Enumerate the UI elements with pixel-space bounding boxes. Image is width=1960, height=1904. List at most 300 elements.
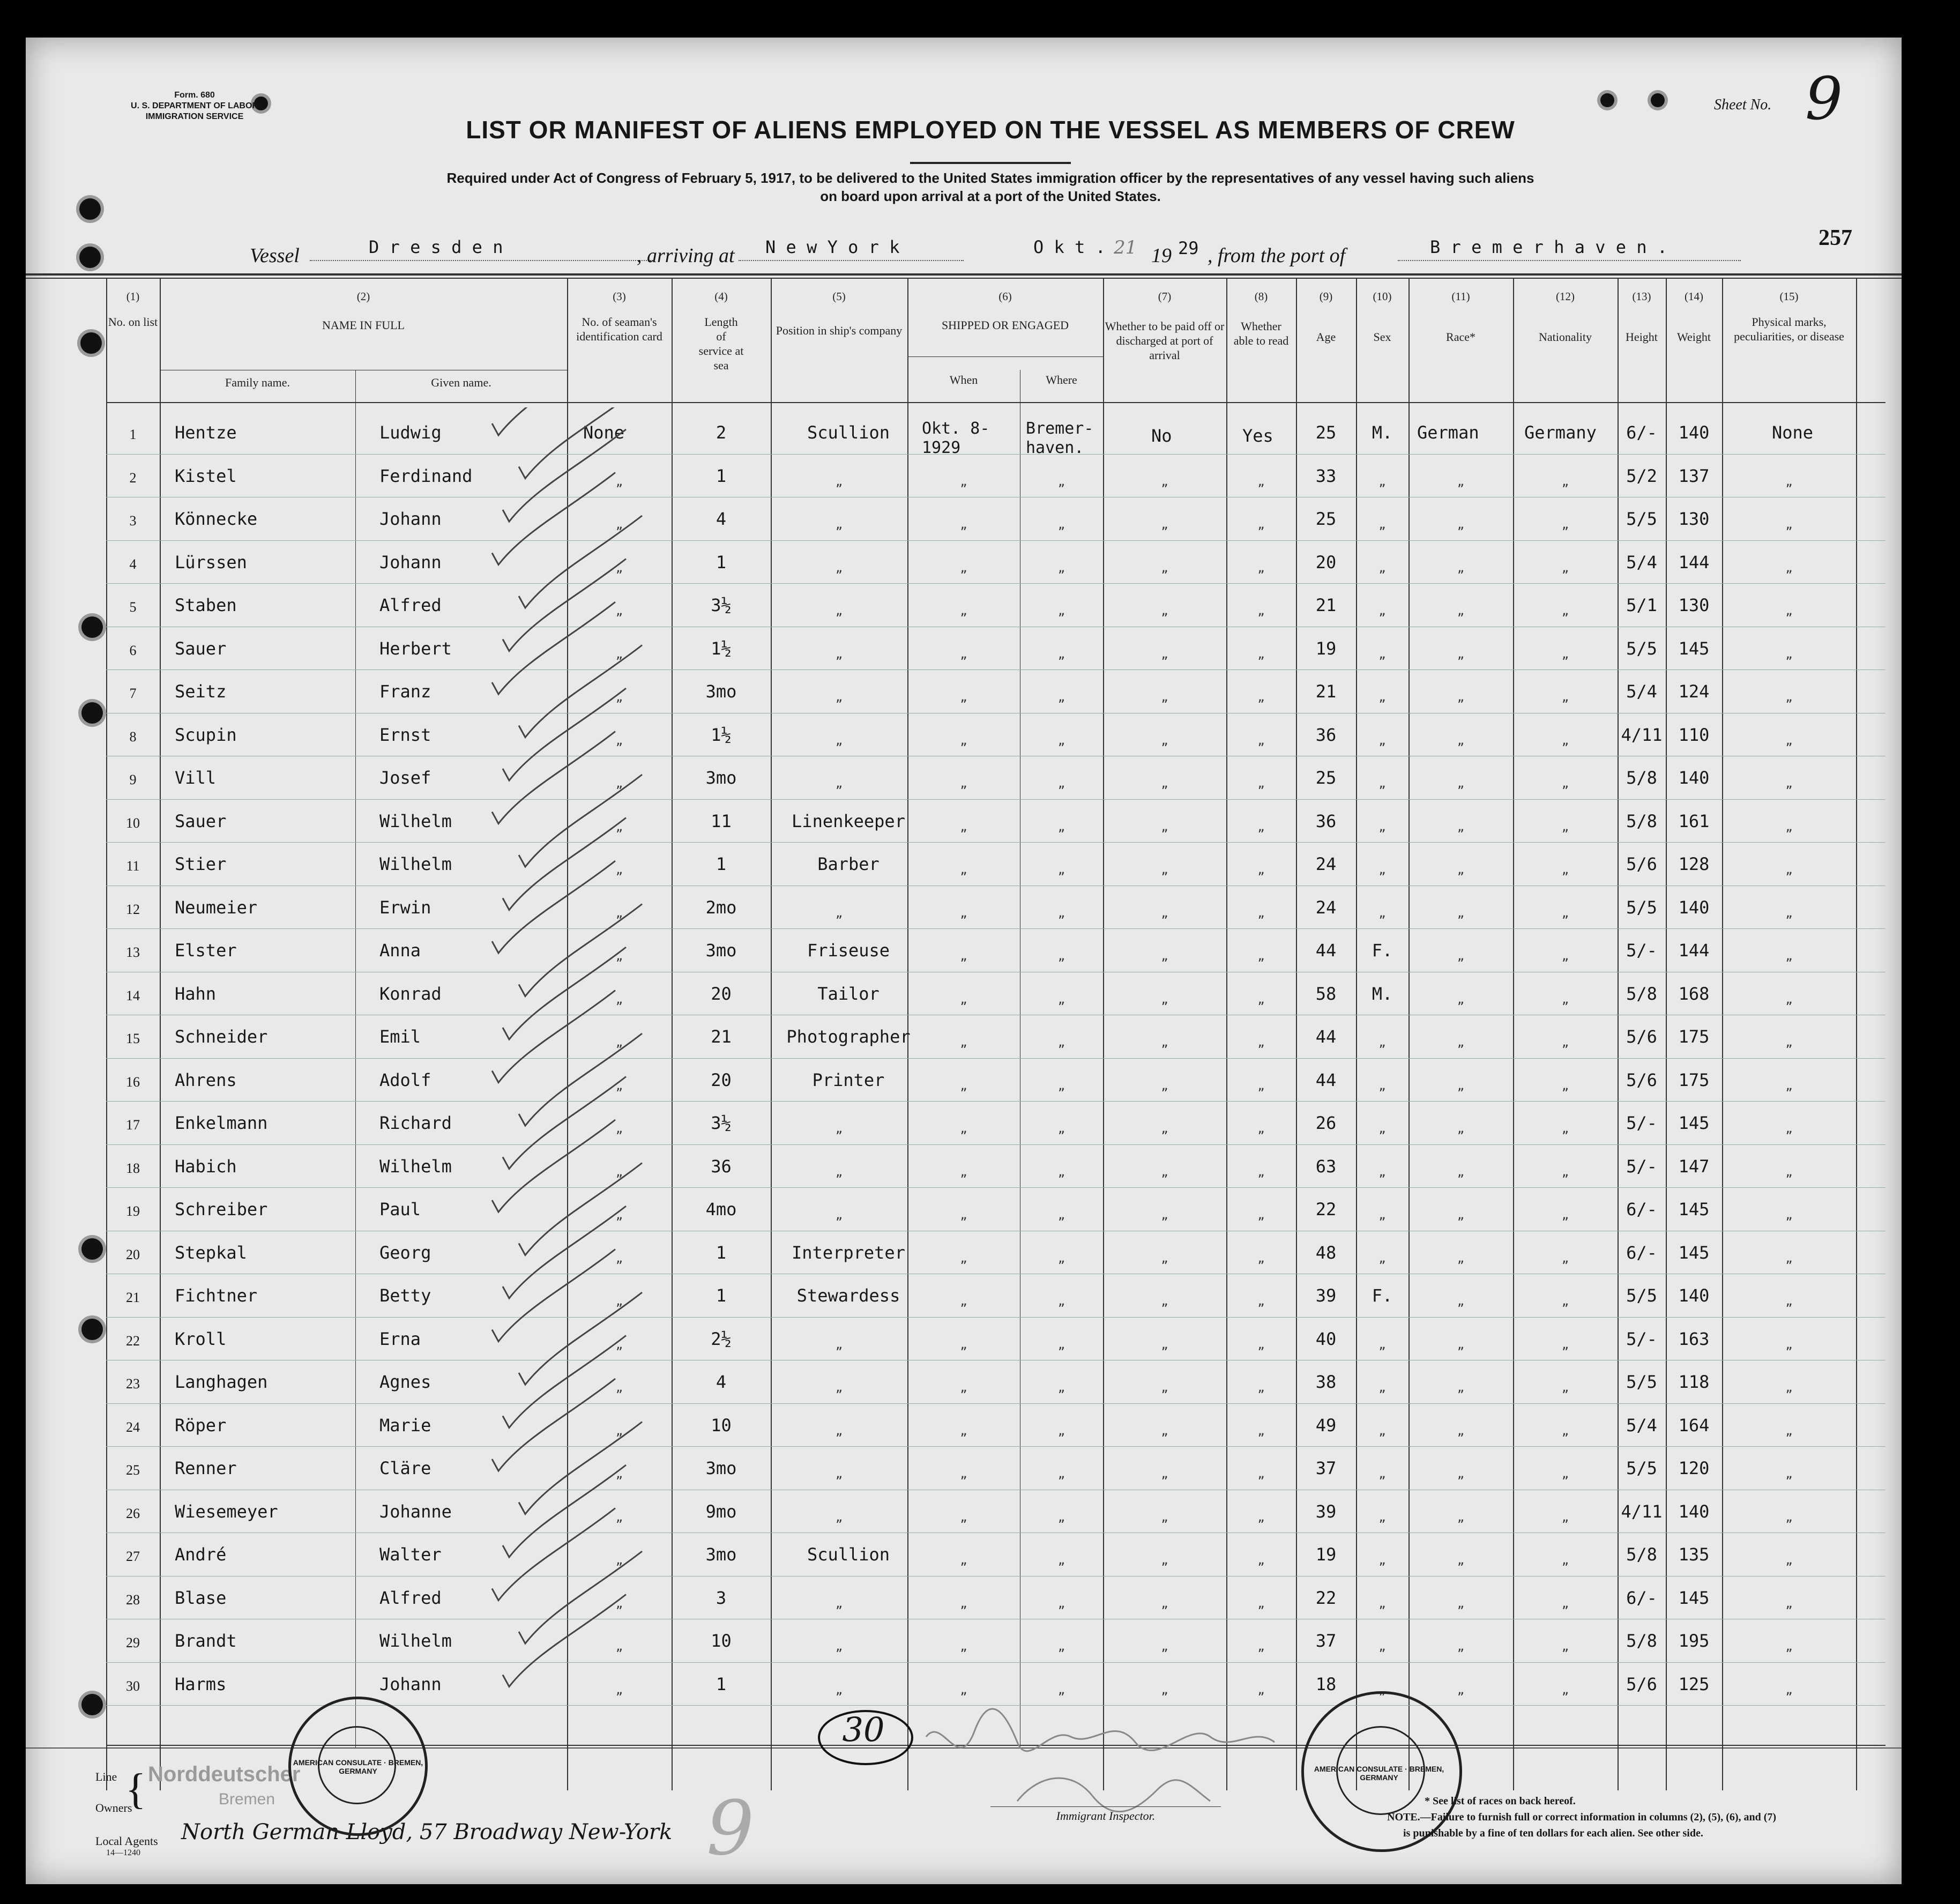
cell-position: Photographer xyxy=(786,1027,911,1047)
ditto-mark: „ xyxy=(1457,1597,1465,1611)
cell-weight: 145 xyxy=(1678,638,1710,659)
cell-no: 29 xyxy=(126,1635,140,1650)
ditto-mark: „ xyxy=(1785,1036,1793,1050)
ditto-mark: „ xyxy=(960,734,967,748)
punch-hole xyxy=(81,1694,103,1715)
ditto-mark: „ xyxy=(1457,864,1465,877)
ditto-mark: „ xyxy=(1378,1209,1386,1222)
ditto-mark: „ xyxy=(1161,777,1168,791)
cell-no: 14 xyxy=(126,987,140,1003)
cell-height: 5/5 xyxy=(1626,1458,1657,1478)
ditto-mark: „ xyxy=(1561,1381,1569,1395)
ditto-mark: „ xyxy=(1057,820,1065,834)
year-prefix: 19 xyxy=(1151,244,1172,267)
ditto-mark: „ xyxy=(1785,1554,1793,1567)
cell-height: 5/- xyxy=(1626,1113,1657,1133)
cell-given: Wilhelm xyxy=(379,854,452,874)
ditto-mark: „ xyxy=(1378,820,1386,834)
row-rule xyxy=(106,1101,1886,1102)
row-1-paid-off: No xyxy=(1151,426,1172,446)
cell-position: Scullion xyxy=(807,1544,890,1565)
cell-given: Wilhelm xyxy=(379,1156,452,1177)
checkmark xyxy=(503,1336,626,1428)
ditto-mark: „ xyxy=(1161,1338,1168,1352)
ditto-mark: „ xyxy=(960,1338,967,1352)
ditto-mark: „ xyxy=(1561,475,1569,489)
ditto-mark: „ xyxy=(1561,950,1569,963)
ditto-mark: „ xyxy=(960,475,967,489)
cell-age: 25 xyxy=(1315,509,1337,529)
row-rule xyxy=(106,842,1886,843)
cell-no: 22 xyxy=(126,1333,140,1349)
ditto-mark: „ xyxy=(1378,475,1386,489)
ditto-mark: „ xyxy=(1457,691,1465,704)
cell-no: 4 xyxy=(129,556,137,572)
ditto-mark: „ xyxy=(960,605,967,618)
ditto-mark: „ xyxy=(1378,691,1386,704)
column-divider xyxy=(160,279,161,1790)
ditto-mark: „ xyxy=(1057,993,1065,1007)
punch-hole xyxy=(81,616,103,638)
cell-service: 20 xyxy=(711,983,732,1004)
ditto-mark: „ xyxy=(1378,906,1386,920)
cell-age: 48 xyxy=(1315,1242,1337,1263)
cell-no: 16 xyxy=(126,1074,140,1090)
port-dotted-line xyxy=(739,260,964,261)
cell-height: 5/6 xyxy=(1626,854,1657,874)
cell-weight: 120 xyxy=(1678,1458,1710,1478)
ditto-mark: „ xyxy=(1057,1640,1065,1654)
owners-label: Owners xyxy=(95,1801,132,1814)
ditto-mark: „ xyxy=(1057,605,1065,618)
cell-family: Lürssen xyxy=(175,552,247,572)
cell-height: 5/8 xyxy=(1626,810,1657,831)
row-1-marks: None xyxy=(1772,422,1814,443)
cell-service: 3½ xyxy=(711,1113,732,1133)
ditto-mark: „ xyxy=(1161,864,1168,877)
checkmark xyxy=(519,1163,642,1255)
row-rule xyxy=(106,1662,1886,1663)
row-1-card: None xyxy=(583,422,625,443)
ditto-mark: „ xyxy=(1057,1511,1065,1524)
ditto-mark: „ xyxy=(1561,1165,1569,1179)
ditto-mark: „ xyxy=(1457,1036,1465,1050)
ditto-mark: „ xyxy=(1457,1165,1465,1179)
cell-no: 8 xyxy=(129,728,137,745)
cell-age: 36 xyxy=(1315,810,1337,831)
ditto-mark: „ xyxy=(1257,1511,1265,1524)
ditto-mark: „ xyxy=(1057,777,1065,791)
cell-weight: 140 xyxy=(1678,1285,1710,1306)
ditto-mark: „ xyxy=(615,1381,623,1395)
header-bottom-rule xyxy=(106,402,1886,403)
ditto-mark: „ xyxy=(1561,1036,1569,1050)
ditto-mark: „ xyxy=(1457,518,1465,532)
ditto-mark: „ xyxy=(835,1468,843,1481)
ditto-mark: „ xyxy=(1457,1554,1465,1567)
ditto-mark: „ xyxy=(1561,1683,1569,1697)
ditto-mark: „ xyxy=(615,1640,623,1654)
ditto-mark: „ xyxy=(1457,1209,1465,1222)
ditto-mark: „ xyxy=(1378,1683,1386,1697)
cell-height: 5/4 xyxy=(1626,681,1657,702)
checkmark xyxy=(503,1077,626,1169)
checkmarks-overlay xyxy=(481,407,706,1721)
cell-weight: 144 xyxy=(1678,940,1710,961)
punch-hole xyxy=(81,1238,103,1260)
ditto-mark: „ xyxy=(615,820,623,834)
cell-age: 58 xyxy=(1315,983,1337,1004)
ditto-mark: „ xyxy=(1457,820,1465,834)
ditto-mark: „ xyxy=(1257,1597,1265,1611)
ditto-mark: „ xyxy=(1161,1252,1168,1266)
cell-family: Kistel xyxy=(175,465,237,486)
cell-service: 3mo xyxy=(705,768,737,788)
from-port-dotted-line xyxy=(1398,260,1741,261)
cell-service: 21 xyxy=(711,1027,732,1047)
row-1-where-2: haven. xyxy=(1026,438,1084,457)
ditto-mark: „ xyxy=(835,561,843,575)
ditto-mark: „ xyxy=(1457,475,1465,489)
ditto-mark: „ xyxy=(1785,1511,1793,1524)
cell-weight: 118 xyxy=(1678,1372,1710,1392)
ditto-mark: „ xyxy=(1378,1036,1386,1050)
cell-family: Könnecke xyxy=(175,509,258,529)
ditto-mark: „ xyxy=(1257,950,1265,963)
cell-family: Fichtner xyxy=(175,1285,258,1306)
ditto-mark: „ xyxy=(1057,1338,1065,1352)
cell-age: 38 xyxy=(1315,1372,1337,1392)
ditto-mark: „ xyxy=(960,777,967,791)
ditto-mark: „ xyxy=(1378,1640,1386,1654)
col-header-when: When xyxy=(949,373,978,386)
ditto-mark: „ xyxy=(1378,1338,1386,1352)
cell-given: Johanne xyxy=(379,1501,452,1522)
ditto-mark: „ xyxy=(1785,864,1793,877)
cell-given: Ferdinand xyxy=(379,465,473,486)
ditto-mark: „ xyxy=(960,1381,967,1395)
cell-age: 44 xyxy=(1315,940,1337,961)
ditto-mark: „ xyxy=(1257,1468,1265,1481)
ditto-mark: „ xyxy=(615,691,623,704)
cell-family: Scupin xyxy=(175,724,237,745)
cell-age: 24 xyxy=(1315,854,1337,874)
ditto-mark: „ xyxy=(1257,475,1265,489)
ditto-mark: „ xyxy=(1561,993,1569,1007)
ditto-mark: „ xyxy=(1161,1381,1168,1395)
cell-no: 10 xyxy=(126,815,140,831)
checkmark xyxy=(503,1465,626,1557)
ditto-mark: „ xyxy=(1057,475,1065,489)
cell-position: Tailor xyxy=(817,983,880,1004)
ditto-mark: „ xyxy=(1785,1295,1793,1308)
ditto-mark: „ xyxy=(960,1122,967,1136)
cell-family: Schneider xyxy=(175,1027,268,1047)
margin-mark: 9 xyxy=(706,1785,755,1872)
ditto-mark: „ xyxy=(835,1683,843,1697)
cell-no: 13 xyxy=(126,944,140,960)
arrival-month: O k t . xyxy=(1033,237,1106,257)
col-header-name: (2) NAME IN FULL xyxy=(322,290,405,332)
cell-family: Kroll xyxy=(175,1328,227,1349)
form-number: Form. 680 xyxy=(174,91,215,100)
ditto-mark: „ xyxy=(960,993,967,1007)
ditto-mark: „ xyxy=(1057,691,1065,704)
cell-height: 5/- xyxy=(1626,940,1657,961)
from-label: , from the port of xyxy=(1208,244,1346,267)
ditto-mark: „ xyxy=(1161,605,1168,618)
ditto-mark: „ xyxy=(1561,691,1569,704)
cell-height: 4/11 xyxy=(1621,724,1663,745)
vessel-name: D r e s d e n xyxy=(369,237,503,257)
row-rule xyxy=(106,1446,1886,1447)
cell-service: 1½ xyxy=(711,724,732,745)
ditto-mark: „ xyxy=(1457,1468,1465,1481)
cell-given: Agnes xyxy=(379,1372,431,1392)
ditto-mark: „ xyxy=(1457,648,1465,661)
ditto-mark: „ xyxy=(1257,1165,1265,1179)
ditto-mark: „ xyxy=(1378,1381,1386,1395)
ditto-mark: „ xyxy=(1561,1468,1569,1481)
ditto-mark: „ xyxy=(1257,1252,1265,1266)
cell-age: 63 xyxy=(1315,1156,1337,1177)
cell-position: Stewardess xyxy=(796,1285,900,1306)
ditto-mark: „ xyxy=(1057,1036,1065,1050)
ditto-mark: „ xyxy=(1457,777,1465,791)
ditto-mark: „ xyxy=(1378,561,1386,575)
cell-given: Erna xyxy=(379,1328,421,1349)
ditto-mark: „ xyxy=(1378,1468,1386,1481)
ditto-mark: „ xyxy=(1561,648,1569,661)
penalty-note: NOTE.—Failure to furnish full or correct information in columns (2), (5), (6), and (7) xyxy=(1387,1811,1777,1823)
cell-position: Printer xyxy=(812,1069,885,1090)
punch-hole xyxy=(81,1319,103,1340)
cell-family: Brandt xyxy=(175,1631,237,1651)
cell-service: 9mo xyxy=(705,1501,737,1522)
cell-age: 26 xyxy=(1315,1113,1337,1133)
cell-service: 3 xyxy=(716,1587,727,1608)
cell-no: 20 xyxy=(126,1246,140,1262)
cell-family: Stier xyxy=(175,854,227,874)
ditto-mark: „ xyxy=(615,475,623,489)
ditto-mark: „ xyxy=(1161,820,1168,834)
sheet-label: Sheet No. xyxy=(1714,96,1772,113)
checkmark xyxy=(503,1206,626,1298)
cell-service: 10 xyxy=(711,1415,732,1436)
ditto-mark: „ xyxy=(960,1252,967,1266)
ditto-mark: „ xyxy=(615,734,623,748)
cell-service: 4 xyxy=(716,509,727,529)
cell-family: André xyxy=(175,1544,227,1565)
cell-no: 23 xyxy=(126,1376,140,1392)
cell-age: 39 xyxy=(1315,1501,1337,1522)
ditto-mark: „ xyxy=(960,1683,967,1697)
cell-given: Walter xyxy=(379,1544,442,1565)
checkmark xyxy=(503,818,626,910)
cell-service: 1 xyxy=(716,1285,727,1306)
cell-service: 3mo xyxy=(705,1458,737,1478)
ditto-mark: „ xyxy=(1161,1640,1168,1654)
cell-age: 44 xyxy=(1315,1027,1337,1047)
cell-given: Franz xyxy=(379,681,431,702)
row-rule xyxy=(106,1403,1886,1404)
cell-family: Renner xyxy=(175,1458,237,1478)
ditto-mark: „ xyxy=(1057,1122,1065,1136)
cell-family: Wiesemeyer xyxy=(175,1501,278,1522)
cell-age: 33 xyxy=(1315,465,1337,486)
ditto-mark: „ xyxy=(960,1079,967,1093)
ditto-mark: „ xyxy=(1161,906,1168,920)
ditto-mark: „ xyxy=(960,1554,967,1567)
row-1-when-year: 1929 xyxy=(922,438,961,457)
cell-height: 5/1 xyxy=(1626,595,1657,615)
cell-age: 22 xyxy=(1315,1587,1337,1608)
ditto-mark: „ xyxy=(615,950,623,963)
ditto-mark: „ xyxy=(960,1511,967,1524)
ditto-mark: „ xyxy=(835,1381,843,1395)
cell-weight: 145 xyxy=(1678,1587,1710,1608)
cell-no: 5 xyxy=(129,599,137,615)
ditto-mark: „ xyxy=(1257,691,1265,704)
ditto-mark: „ xyxy=(615,1554,623,1567)
cell-age: 22 xyxy=(1315,1199,1337,1219)
ditto-mark: „ xyxy=(1161,1597,1168,1611)
cell-family: Vill xyxy=(175,768,217,788)
ditto-mark: „ xyxy=(615,1122,623,1136)
row-rule xyxy=(106,540,1886,541)
cell-family: Langhagen xyxy=(175,1372,268,1392)
ditto-mark: „ xyxy=(960,906,967,920)
cell-weight: 124 xyxy=(1678,681,1710,702)
line-stamp: Norddeutscher xyxy=(148,1762,301,1786)
col-header-paid-off: (7) Whether to be paid off or discharged at port of arrival xyxy=(1105,290,1225,362)
ditto-mark: „ xyxy=(1257,820,1265,834)
cell-age: 21 xyxy=(1315,681,1337,702)
form-header-block xyxy=(106,90,283,122)
ditto-mark: „ xyxy=(1785,1683,1793,1697)
ditto-mark: „ xyxy=(1378,518,1386,532)
inspector-label: Immigrant Inspector. xyxy=(1056,1809,1156,1823)
ditto-mark: „ xyxy=(1057,1295,1065,1308)
ditto-mark: „ xyxy=(960,1036,967,1050)
cell-height: 5/5 xyxy=(1626,1285,1657,1306)
cell-given: Richard xyxy=(379,1113,452,1133)
cell-weight: 168 xyxy=(1678,983,1710,1004)
cell-no: 12 xyxy=(126,901,140,917)
ditto-mark: „ xyxy=(1785,518,1793,532)
cell-position: Linenkeeper xyxy=(792,810,905,831)
ditto-mark: „ xyxy=(1561,1122,1569,1136)
cell-family: Habich xyxy=(175,1156,237,1177)
cell-service: 1 xyxy=(716,854,727,874)
cell-weight: 147 xyxy=(1678,1156,1710,1177)
ditto-mark: „ xyxy=(1057,1209,1065,1222)
ditto-mark: „ xyxy=(1561,734,1569,748)
ditto-mark: „ xyxy=(1785,1209,1793,1222)
cell-no: 28 xyxy=(126,1591,140,1608)
ditto-mark: „ xyxy=(615,864,623,877)
agents-label: Local Agents xyxy=(95,1834,158,1848)
cell-sex: F. xyxy=(1372,940,1393,961)
consulate-stamp-right-text: AMERICAN CONSULATE · BREMEN, GERMANY xyxy=(1314,1765,1444,1782)
subtitle xyxy=(251,169,1730,205)
ditto-mark: „ xyxy=(1161,1511,1168,1524)
cell-no: 1 xyxy=(129,427,137,442)
ditto-mark: „ xyxy=(1378,1511,1386,1524)
cell-age: 49 xyxy=(1315,1415,1337,1436)
ditto-mark: „ xyxy=(1378,1597,1386,1611)
ditto-mark: „ xyxy=(1785,605,1793,618)
cell-age: 18 xyxy=(1315,1674,1337,1694)
cell-service: 3mo xyxy=(705,681,737,702)
ditto-mark: „ xyxy=(1457,993,1465,1007)
ditto-mark: „ xyxy=(1457,1640,1465,1654)
cell-family: Hentze xyxy=(175,422,237,443)
ditto-mark: „ xyxy=(1378,1165,1386,1179)
ditto-mark: „ xyxy=(960,691,967,704)
checkmark xyxy=(519,1422,642,1514)
cell-given: Betty xyxy=(379,1285,431,1306)
ditto-mark: „ xyxy=(1161,1468,1168,1481)
cell-given: Johann xyxy=(379,552,442,572)
ditto-mark: „ xyxy=(1561,777,1569,791)
ditto-mark: „ xyxy=(1057,864,1065,877)
ditto-mark: „ xyxy=(960,1209,967,1222)
cell-given: Alfred xyxy=(379,1587,442,1608)
cell-given: Paul xyxy=(379,1199,421,1219)
vessel-label: Vessel xyxy=(250,244,300,267)
col-header-weight: (14) Weight xyxy=(1677,290,1711,344)
cell-weight: 125 xyxy=(1678,1674,1710,1694)
cell-family: Schreiber xyxy=(175,1199,268,1219)
ditto-mark: „ xyxy=(1785,1381,1793,1395)
line-stamp-city: Bremen xyxy=(219,1790,275,1808)
ditto-mark: „ xyxy=(1057,1554,1065,1567)
cell-no: 24 xyxy=(126,1419,140,1435)
sheet-number: 9 xyxy=(1805,64,1843,133)
ditto-mark: „ xyxy=(835,1597,843,1611)
ditto-mark: „ xyxy=(615,906,623,920)
ditto-mark: „ xyxy=(615,1036,623,1050)
ditto-mark: „ xyxy=(615,1468,623,1481)
cell-service: 3mo xyxy=(705,940,737,961)
ditto-mark: „ xyxy=(615,1597,623,1611)
ditto-mark: „ xyxy=(1561,1640,1569,1654)
ditto-mark: „ xyxy=(1457,605,1465,618)
punch-hole xyxy=(79,247,101,268)
cell-weight: 110 xyxy=(1678,724,1710,745)
ditto-mark: „ xyxy=(1785,906,1793,920)
cell-weight: 145 xyxy=(1678,1113,1710,1133)
ditto-mark: „ xyxy=(1785,561,1793,575)
ditto-mark: „ xyxy=(960,1597,967,1611)
cell-weight: 164 xyxy=(1678,1415,1710,1436)
col-header-given-name: Given name. xyxy=(431,376,491,389)
cell-age: 44 xyxy=(1315,1069,1337,1090)
col-header-sex: (10) Sex xyxy=(1373,290,1392,344)
cell-given: Adolf xyxy=(379,1069,431,1090)
ditto-mark: „ xyxy=(1785,1597,1793,1611)
ditto-mark: „ xyxy=(1257,906,1265,920)
ditto-mark: „ xyxy=(1161,1165,1168,1179)
ditto-mark: „ xyxy=(615,1424,623,1438)
punch-hole xyxy=(81,702,103,724)
cell-height: 5/8 xyxy=(1626,1544,1657,1565)
row-1-read: Yes xyxy=(1242,426,1273,446)
cell-weight: 144 xyxy=(1678,552,1710,572)
ditto-mark: „ xyxy=(1257,1079,1265,1093)
ditto-mark: „ xyxy=(1457,1338,1465,1352)
